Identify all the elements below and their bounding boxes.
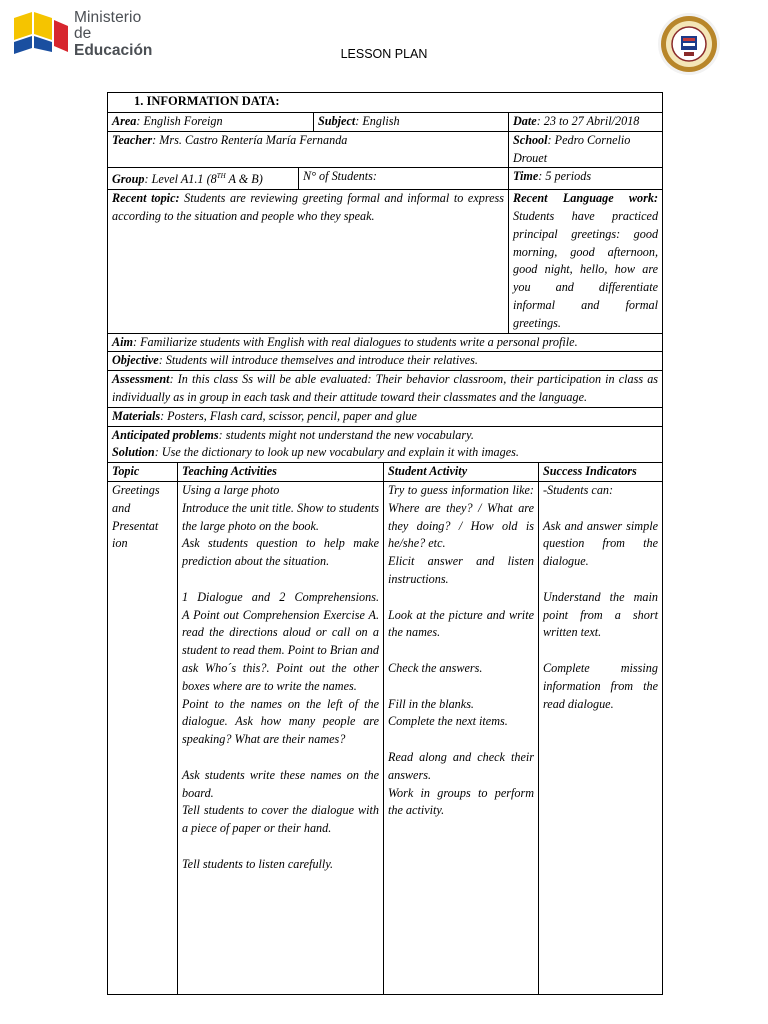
student-step: Elicit answer and listen instructions. [388, 554, 534, 586]
topic-cell: Greetings and Presentat ion [108, 482, 178, 995]
col-success-header: Success Indicators [539, 463, 663, 482]
recent-row [108, 190, 663, 333]
success-indicators-cell [539, 482, 663, 995]
area-cell: Area: English Foreign [108, 113, 314, 132]
recent-language-cell: Recent Language work: Students have practiced principal greetings: good morning, good afternoon, good night, hello, how are you and differentiate informal and formal greetings. [509, 190, 663, 333]
document-title: LESSON PLAN [340, 47, 428, 61]
anticipated-problems: Anticipated problems: students might not understand the new vocabulary. [112, 427, 474, 442]
materials-cell: Materials: Posters, Flash card, scissor, pencil, paper and glue [108, 407, 663, 426]
col-teaching-header: Teaching Activities [178, 463, 384, 482]
student-step: Complete the next items. [388, 714, 508, 729]
subject-cell: Subject: English [314, 113, 509, 132]
activities-table [107, 462, 663, 995]
student-step: Fill in the blanks. [388, 696, 474, 711]
teaching-step: 1 Dialogue and 2 Comprehensions. [182, 589, 379, 604]
teaching-step: Ask students write these names on the board. [182, 767, 379, 800]
aim-cell: Aim: Familiarize students with English with real dialogues to students write a personal profile. [108, 333, 663, 352]
teaching-step: Ask students question to help make prediction about the situation. [182, 536, 379, 569]
activities-row [108, 482, 663, 995]
teaching-step: Tell students to cover the dialogue with a piece of paper or their hand. [182, 803, 379, 836]
teaching-step: Point to the names on the left of the dialogue. Ask how many people are speaking? What are their names? [182, 696, 379, 747]
group-cell: Group: Level A1.1 (8TH A & B) [108, 168, 299, 190]
problems-solution-cell [108, 426, 663, 463]
col-topic-header: Topic [108, 463, 178, 482]
teaching-step: Introduce the unit title. Show to students the large photo on the book. [182, 500, 379, 533]
solution: Solution: Use the dictionary to look up new vocabulary and explain it with images. [112, 445, 519, 460]
student-step: Work in groups to perform the activity. [388, 785, 534, 818]
info-row-teacher [108, 131, 663, 168]
success-item: -Students can: [543, 483, 614, 497]
teacher-cell: Teacher: Mrs. Castro Rentería María Fernanda [108, 131, 509, 168]
section-title: 1. INFORMATION DATA: [108, 93, 663, 113]
teaching-step: Using a large photo [182, 483, 280, 497]
school-cell: School: Pedro Cornelio Drouet [509, 131, 663, 168]
time-cell: Time: 5 periods [509, 168, 663, 190]
teaching-step: A Point out Comprehension Exercise A. read the directions aloud or call on a student to read them. Point to Brian and ask Who´s this?. Point out the other boxes where are to write the names. [182, 607, 379, 693]
logo-line1: Ministerio [74, 9, 142, 26]
logo-line2: de Educación [74, 25, 153, 59]
recent-topic-cell: Recent topic: Students are reviewing greeting formal and informal to express according to the situation and people who they speak. [108, 190, 509, 333]
info-row-group [108, 168, 663, 190]
success-item: Complete missing information from the read dialogue. [543, 660, 658, 711]
student-step: Check the answers. [388, 660, 483, 675]
students-cell: N° of Students: [299, 168, 509, 190]
success-item: Understand the main point from a short written text. [543, 589, 658, 640]
activities-header-row [108, 463, 663, 482]
school-seal-icon [657, 12, 721, 76]
lesson-plan-table [107, 92, 663, 463]
col-student-header: Student Activity [384, 463, 539, 482]
teaching-step: Tell students to listen carefully. [182, 856, 334, 871]
assessment-cell: Assessment: In this class Ss will be able evaluated: Their behavior classroom, their participation in class as individually as in group in each task and their attitude toward their classmates and the language. [108, 371, 663, 408]
objective-cell: Objective: Students will introduce themselves and introduce their relatives. [108, 352, 663, 371]
success-item: Ask and answer simple question from the dialogue. [543, 518, 658, 569]
student-step: Look at the picture and write the names. [388, 607, 534, 640]
teaching-activities-cell [178, 482, 384, 995]
student-step: Read along and check their answers. [388, 749, 534, 782]
date-cell: Date: 23 to 27 Abril/2018 [509, 113, 663, 132]
student-step: Try to guess information like: Where are they? / What are they doing? / How old is he/she? etc. [388, 483, 534, 551]
info-row-area [108, 113, 663, 132]
student-activity-cell [384, 482, 539, 995]
